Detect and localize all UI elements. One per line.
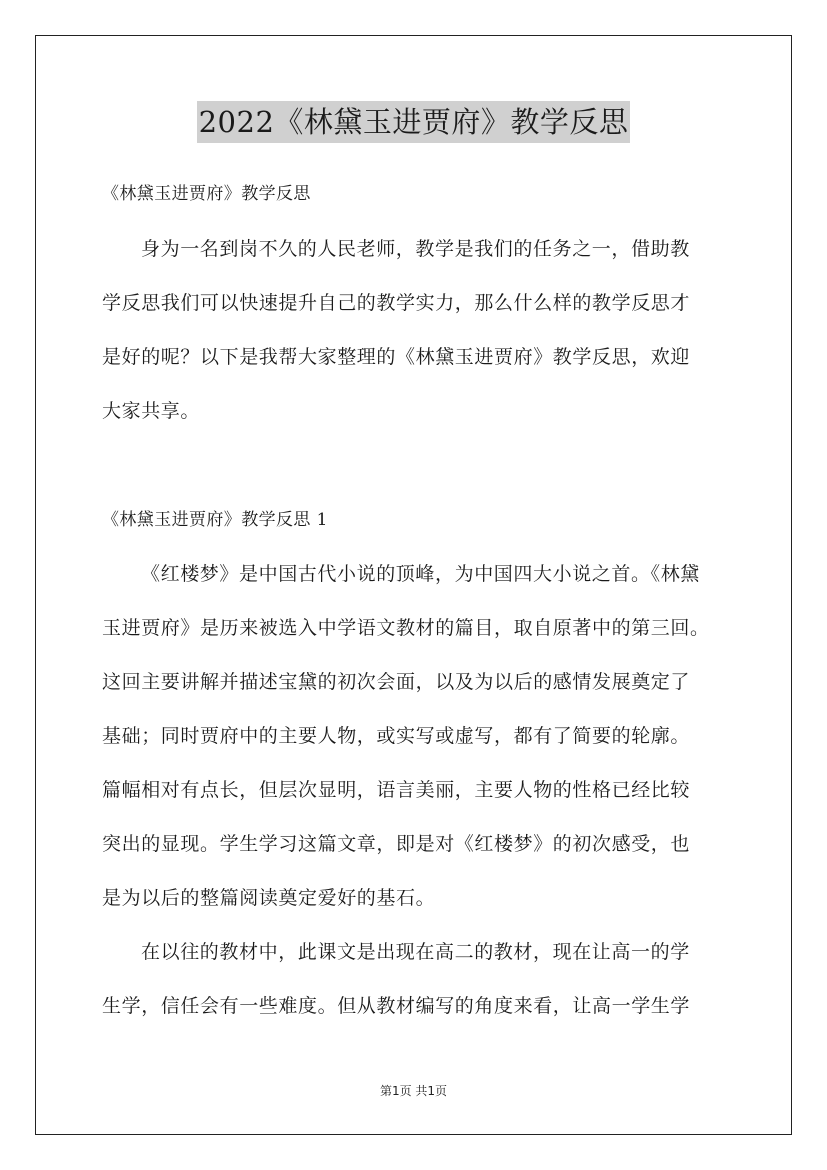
section1-p1-line-4: 基础；同时贾府中的主要人物，或实写或虚写，都有了简要的轮廓。 [102,725,691,747]
section1-p1-line-6: 突出的显现。学生学习这篇文章，即是对《红楼梦》的初次感受，也 [102,833,691,855]
intro-line-4: 大家共享。 [102,400,201,422]
intro-line-3: 是好的呢？以下是我帮大家整理的《林黛玉进贾府》教学反思，欢迎 [102,346,691,368]
page-footer [0,1082,827,1099]
section1-p1-line-1: 《红楼梦》是中国古代小说的顶峰，为中国四大小说之首。《林黛 [141,563,700,585]
section1-p1-line-7: 是为以后的整篇阅读奠定爱好的基石。 [102,887,436,909]
document-title-text: 2022《林黛玉进贾府》教学反思 [197,101,631,143]
section1-p2-line-2: 生学，信任会有一些难度。但从教材编写的角度来看，让高一学生学 [102,995,691,1017]
section1-p2-line-1: 在以往的教材中，此课文是出现在高二的教材，现在让高一的学 [141,941,690,963]
intro-line-2: 学反思我们可以快速提升自己的教学实力，那么什么样的教学反思才 [102,292,691,314]
section1-p1-line-2: 玉进贾府》是历来被选入中学语文教材的篇目，取自原著中的第三回。 [102,617,710,639]
document-title [0,101,827,143]
section1-p1-line-3: 这回主要讲解并描述宝黛的初次会面，以及为以后的感情发展奠定了 [102,671,691,693]
intro-line-1: 身为一名到岗不久的人民老师，教学是我们的任务之一，借助教 [141,238,690,260]
section1-heading: 《林黛玉进贾府》教学反思 1 [102,510,328,530]
page-number-label: 第1页 共1页 [379,1084,448,1098]
section1-p1-line-5: 篇幅相对有点长，但层次显明，语言美丽，主要人物的性格已经比较 [102,779,691,801]
intro-heading: 《林黛玉进贾府》教学反思 [102,184,311,204]
